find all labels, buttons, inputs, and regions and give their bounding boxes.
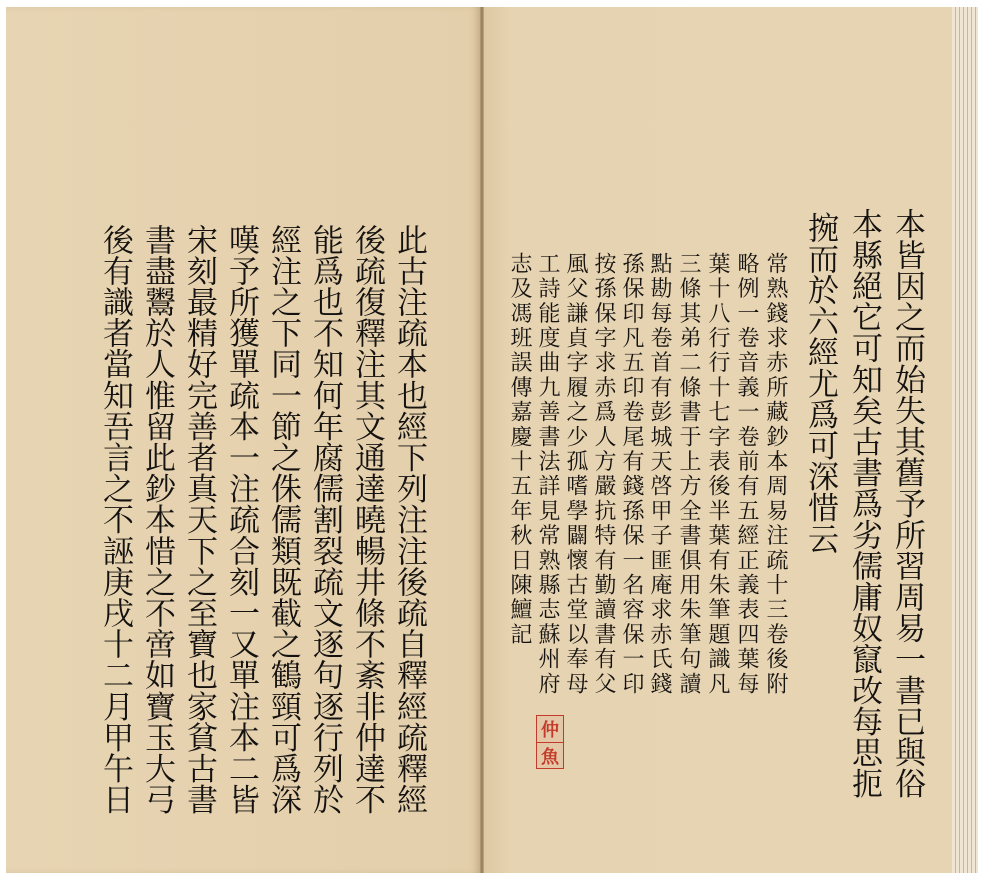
right-large-column-3: 捥而於六經尤爲可深惜云 — [802, 212, 838, 555]
right-note-column-7: 按孫保字求赤爲人方嚴抗特有勤讀書有父 — [591, 252, 616, 697]
left-large-column-5: 嘆予所獲單疏本一注疏合刻一又單注本二皆 — [223, 224, 259, 815]
right-note-column-4: 三條其弟二條書于上方全書俱用朱筆句讀 — [676, 252, 701, 697]
right-note-column-9: 工詩能度曲九善書法詳見常熟縣志蘇州府 — [535, 252, 560, 697]
left-large-column-2: 後疏復釋注其文通達曉暢井條不紊非仲達不 — [349, 224, 385, 815]
right-large-column-1: 本皆因之而始失其舊予所習周易一書已與俗 — [889, 208, 925, 799]
left-large-column-7: 書盡鬻於人惟留此鈔本惜之不啻如寶玉大弓 — [139, 224, 175, 815]
left-large-column-4: 經注之下同一節之侏儒類既截之鶴頸可爲深 — [265, 224, 301, 815]
page-edges — [952, 7, 978, 873]
red-seal-stamp — [536, 715, 564, 769]
right-note-column-1: 常熟錢求赤所藏鈔本周易注疏十三卷後附 — [763, 252, 788, 697]
left-large-column-1: 此古注疏本也經下列注注後疏自釋經疏釋經 — [391, 224, 427, 815]
left-large-column-8: 後有識者當知吾言之不誣庚戌十二月甲午日 — [97, 224, 133, 815]
left-large-column-3: 能爲也不知何年腐儒割裂疏文逐句逐行列於 — [307, 224, 343, 815]
right-large-column-2: 本縣絕它可知矣古書爲劣儒庸奴竄改每思扼 — [846, 208, 882, 799]
right-note-column-3: 葉十八行行十七字表後半葉有朱筆題識凡 — [705, 252, 730, 697]
left-large-column-6: 宋刻最精好完善者真天下之至寶也家貧古書 — [181, 224, 217, 815]
right-note-column-8: 風父謙貞字履之少孤嗜學闢懷古堂以奉母 — [563, 252, 588, 697]
seal-character-1: 仲 — [541, 720, 559, 741]
seal-character-2: 魚 — [537, 742, 563, 769]
right-note-column-2: 略例一卷音義一卷前有五經正義表四葉每 — [734, 252, 759, 697]
right-note-column-5: 點勘每卷首有彭城天啓甲子匪庵求赤氏錢 — [647, 252, 672, 697]
book-gutter — [480, 7, 484, 873]
right-note-column-10: 志及馮班誤傳嘉慶十五年秋日陳鱣記 — [507, 252, 532, 648]
right-note-column-6: 孫保印凡五印卷尾有錢孫保一名容保一印 — [619, 252, 644, 697]
